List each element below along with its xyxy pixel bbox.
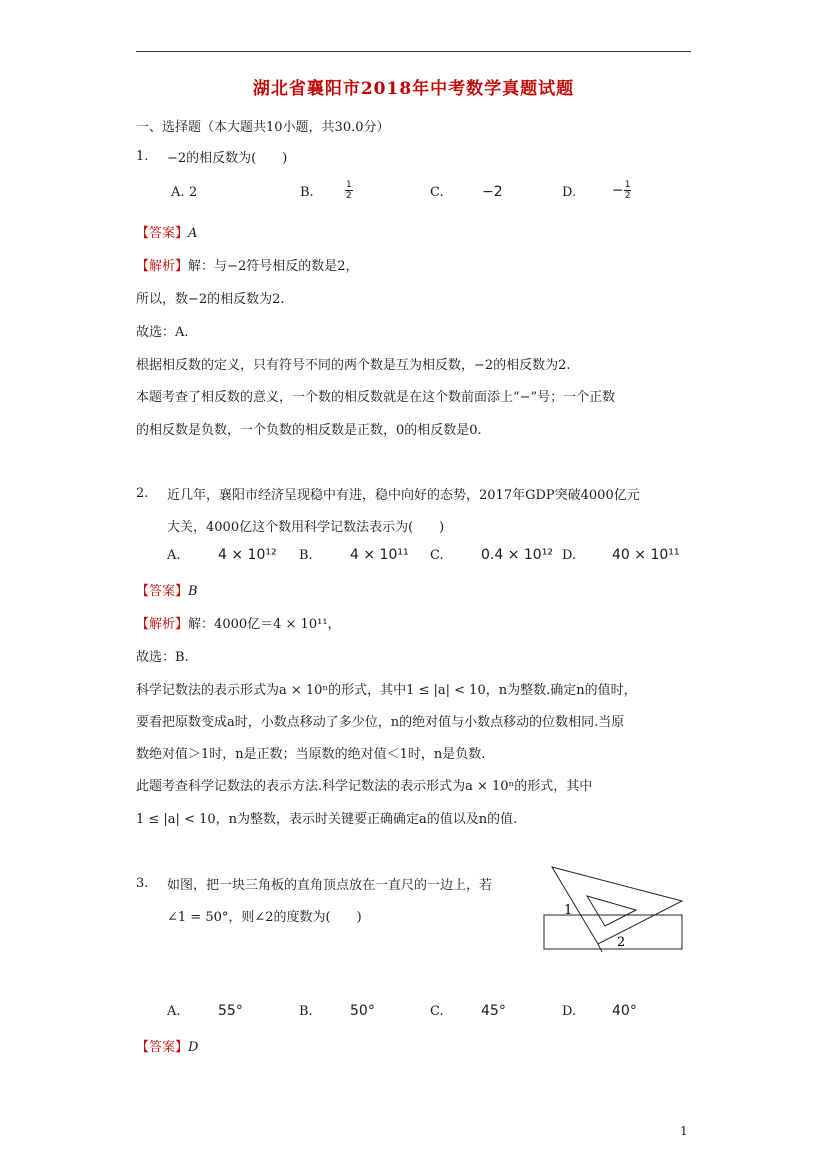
q2-explanation-line: 此题考查科学记数法的表示方法.科学记数法的表示形式为a × 10ⁿ的形式，其中 bbox=[136, 779, 593, 794]
answer-tag: 答案 bbox=[149, 226, 176, 241]
q2-option-c-value: 0.4 × 10¹² bbox=[481, 547, 553, 563]
q1-analysis-line bbox=[136, 255, 358, 274]
q1-option-b-label: B. bbox=[300, 185, 314, 200]
q3-stem-line1: 如图，把一块三角板的直角顶点放在一直尺的一边上，若 bbox=[167, 878, 493, 893]
q3-option-d-value: 40° bbox=[612, 1003, 637, 1019]
q3-option-a-value: 55° bbox=[218, 1003, 243, 1019]
ruler-rectangle bbox=[544, 915, 682, 949]
q2-explanation-line: 数绝对值＞1时，n是正数；当原数的绝对值＜1时，n是负数. bbox=[136, 747, 486, 762]
q3-number: 3. bbox=[136, 876, 149, 891]
answer-tag: 答案 bbox=[149, 584, 176, 599]
q1-option-c-value: −2 bbox=[482, 184, 503, 200]
answer-bracket-close: 】 bbox=[175, 226, 189, 241]
q2-option-a-label: A. bbox=[167, 548, 181, 563]
q2-number: 2. bbox=[136, 486, 149, 501]
q1-option-b-denominator: 2 bbox=[346, 191, 352, 201]
q1-stem: −2的相反数为( ) bbox=[167, 151, 288, 166]
q2-option-b-value: 4 × 10¹¹ bbox=[350, 547, 409, 563]
q2-option-b-label: B. bbox=[299, 548, 313, 563]
q3-option-c-label: C. bbox=[430, 1004, 444, 1019]
set-square-inner bbox=[587, 896, 636, 926]
analysis-bracket-open: 【 bbox=[136, 617, 150, 632]
answer-bracket-open: 【 bbox=[136, 226, 150, 241]
analysis-bracket-close: 】 bbox=[175, 259, 189, 274]
q1-option-b-numerator: 1 bbox=[346, 180, 352, 190]
section-heading: 一、选择题（本大题共10小题，共30.0分） bbox=[136, 120, 390, 135]
analysis-bracket-open: 【 bbox=[136, 259, 150, 274]
q1-option-a-label: A. bbox=[171, 185, 185, 200]
q1-option-d-numerator: 1 bbox=[624, 180, 631, 190]
q2-option-d-value: 40 × 10¹¹ bbox=[612, 547, 680, 563]
q3-option-d-label: D. bbox=[562, 1004, 577, 1019]
page-number: 1 bbox=[680, 1124, 688, 1138]
q2-explanation-line: 故选：B. bbox=[136, 650, 189, 665]
q1-option-b-value bbox=[345, 180, 353, 201]
q1-explanation-line: 本题考查了相反数的意义，一个数的相反数就是在这个数前面添上“−”号；一个正数 bbox=[136, 390, 616, 405]
q1-option-d-label: D. bbox=[562, 185, 577, 200]
answer-tag: 答案 bbox=[149, 1040, 176, 1055]
q2-stem-line1: 近几年，襄阳市经济呈现稳中有进，稳中向好的态势，2017年GDP突破4000亿元 bbox=[167, 488, 640, 503]
q3-option-c-value: 45° bbox=[481, 1003, 506, 1019]
q1-explanation-line: 的相反数是负数，一个负数的相反数是正数，0的相反数是0. bbox=[136, 423, 482, 438]
analysis-tag: 解析 bbox=[149, 259, 176, 274]
header-rule bbox=[136, 51, 691, 52]
answer-bracket-open: 【 bbox=[136, 584, 150, 599]
q1-option-c-label: C. bbox=[430, 185, 444, 200]
q1-analysis-first: 解：与−2符号相反的数是2， bbox=[188, 259, 359, 274]
q2-analysis-line bbox=[136, 613, 341, 632]
triangle-ruler-figure bbox=[530, 860, 700, 960]
vertex-tick bbox=[598, 944, 602, 952]
q1-answer-value: A bbox=[188, 226, 198, 241]
q3-option-b-value: 50° bbox=[350, 1003, 375, 1019]
answer-bracket-close: 】 bbox=[175, 1040, 189, 1055]
q2-explanation-line: 科学记数法的表示形式为a × 10ⁿ的形式，其中1 ≤ |a| < 10，n为整数.确定n的值时， bbox=[136, 683, 637, 698]
q2-option-d-label: D. bbox=[562, 548, 577, 563]
q3-answer-value: D bbox=[188, 1040, 199, 1055]
q1-answer-line bbox=[136, 222, 197, 241]
q3-stem-line2: ∠1 = 50°，则∠2的度数为( ) bbox=[167, 910, 362, 925]
q2-option-c-label: C. bbox=[430, 548, 444, 563]
page-title: 湖北省襄阳市2018年中考数学真题试题 bbox=[252, 79, 575, 99]
q3-option-a-label: A. bbox=[167, 1004, 181, 1019]
q3-answer-line bbox=[136, 1036, 198, 1055]
q2-option-a-value: 4 × 10¹² bbox=[218, 547, 277, 563]
q2-answer-line bbox=[136, 580, 198, 599]
q1-number: 1. bbox=[136, 149, 149, 164]
q2-explanation-line: 1 ≤ |a| < 10，n为整数，表示时关键要正确确定a的值以及n的值. bbox=[136, 812, 518, 827]
answer-bracket-open: 【 bbox=[136, 1040, 150, 1055]
q2-analysis-first: 解：4000亿＝4 × 10¹¹， bbox=[188, 617, 341, 632]
q1-explanation-line: 故选：A. bbox=[136, 325, 189, 340]
q1-option-a-value: 2 bbox=[189, 185, 198, 200]
angle-1-label: 1 bbox=[564, 903, 573, 918]
q1-explanation-line: 根据相反数的定义，只有符号不同的两个数是互为相反数，−2的相反数为2. bbox=[136, 358, 571, 373]
q2-stem-line2: 大关，4000亿这个数用科学记数法表示为( ) bbox=[167, 520, 445, 535]
q1-option-d-sign: − bbox=[612, 182, 624, 199]
q1-option-b-fraction bbox=[345, 180, 353, 201]
q3-option-b-label: B. bbox=[299, 1004, 313, 1019]
analysis-tag: 解析 bbox=[149, 617, 176, 632]
angle-2-label: 2 bbox=[617, 935, 626, 950]
q1-option-d-value bbox=[612, 180, 631, 201]
analysis-bracket-close: 】 bbox=[175, 617, 189, 632]
q2-explanation-line: 要看把原数变成a时，小数点移动了多少位，n的绝对值与小数点移动的位数相同.当原 bbox=[136, 715, 625, 730]
q1-explanation-line: 所以，数−2的相反数为2. bbox=[136, 292, 285, 307]
q1-option-d-fraction bbox=[624, 180, 632, 201]
answer-bracket-close: 】 bbox=[175, 584, 189, 599]
q1-option-d-denominator: 2 bbox=[624, 191, 631, 201]
q2-answer-value: B bbox=[188, 584, 198, 599]
